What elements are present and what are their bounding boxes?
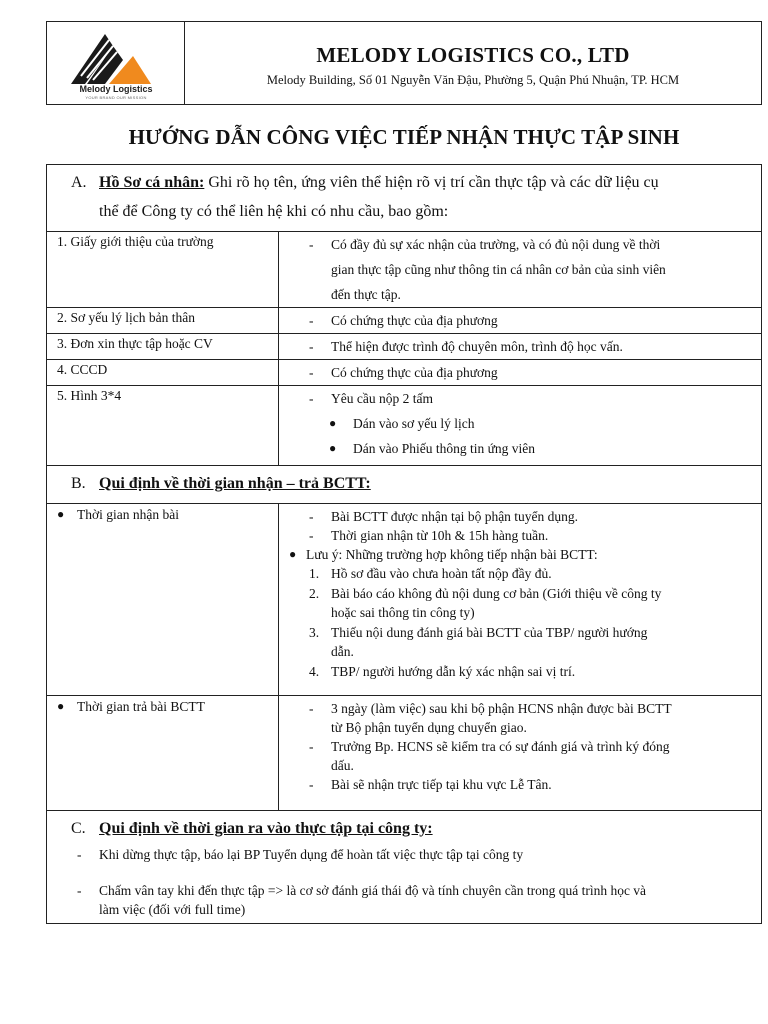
section-c-letter: C. (71, 820, 86, 837)
section-c-heading (47, 811, 761, 845)
requirement-item: 2. Sơ yếu lý lịch bản thân (47, 308, 279, 333)
section-b-heading (47, 466, 761, 504)
letterhead (46, 21, 762, 105)
section-c-title: Qui định về thời gian ra vào thực tập tại công ty: (99, 820, 433, 837)
section-c-body: - Khi dừng thực tập, báo lại BP Tuyển dụng để hoàn tất việc thực tập tại công ty - Chấm vân tay khi đến thực tập => là cơ sở đánh giá thái độ và tính chuyên cần trong quá trình học và làm việc (đối với full time) (47, 845, 761, 923)
guideline-table (46, 164, 762, 924)
requirement-detail: - 3 ngày (làm việc) sau khi bộ phận HCNS nhận được bài BCTT từ Bộ phận tuyển dụng chuyển giao. - Trưởng Bp. HCNS sẽ kiểm tra có sự đánh giá và trình ký đóng dấu. - Bài sẽ nhận trực tiếp tại khu vực Lễ Tân. (309, 701, 672, 792)
document-title: HƯỚNG DẪN CÔNG VIỆC TIẾP NHẬN THỰC TẬP SINH (128, 125, 680, 149)
table-row (47, 386, 761, 466)
requirement-item: 4. CCCD (47, 360, 279, 385)
requirement-detail: - Có chứng thực của địa phương (309, 313, 498, 328)
section-a-intro-line1: Hồ Sơ cá nhân: Ghi rõ họ tên, ứng viên thể hiện rõ vị trí cần thực tập và các dữ liệu cụ (99, 174, 659, 191)
bullet-icon: ● (289, 547, 297, 561)
table-row (47, 696, 761, 811)
list-item: - Chấm vân tay khi đến thực tập => là cơ sở đánh giá thái độ và tính chuyên cần trong quá trình học và (77, 883, 647, 898)
section-a-letter: A. (71, 174, 87, 191)
requirement-detail: - Thể hiện được trình độ chuyên môn, trình độ học vấn. (309, 339, 623, 354)
requirement-detail: - Có chứng thực của địa phương (309, 365, 498, 380)
bullet-icon: ● (57, 507, 65, 521)
requirement-item: 5. Hình 3*4 (47, 386, 279, 465)
table-row (47, 232, 761, 308)
logo-name: Melody Logistics (79, 84, 153, 94)
table-row (47, 308, 761, 334)
requirement-detail: - Bài BCTT được nhận tại bộ phận tuyển dụng. - Thời gian nhận từ 10h & 15h hàng tuần. ● Lưu ý: Những trường hợp không tiếp nhận bài BCTT: 1. Hồ sơ đầu vào chưa hoàn tất nộp đầy đủ. 2. Bài báo cáo không đủ nội dung cơ bản (Giới thiệu về công ty hoặc sai thông tin công ty) 3. Thiếu nội dung đánh giá bài BCTT của TBP/ người hướng dẫn. 4. TBP/ người hướng dẫn ký xác nhận sai vị trí. (289, 509, 662, 679)
bullet-icon: ● (329, 441, 337, 455)
table-row (47, 504, 761, 696)
section-a-intro-line2: thể để Công ty có thể liên hệ khi có nhu cầu, bao gồm: (99, 203, 449, 220)
bullet-icon: ● (57, 699, 65, 713)
requirement-detail: - Có đầy đủ sự xác nhận của trường, và có đủ nội dung về thời gian thực tập cũng như thông tin cá nhân cơ bản của sinh viên đến thực tập. (309, 237, 666, 302)
requirement-item: ● Thời gian nhận bài (47, 504, 279, 695)
logo (47, 22, 185, 104)
table-row (47, 334, 761, 360)
list-item: - Khi dừng thực tập, báo lại BP Tuyển dụng để hoàn tất việc thực tập tại công ty (77, 847, 524, 862)
company-info (185, 22, 761, 104)
bullet-icon: ● (329, 416, 337, 430)
table-row (47, 360, 761, 386)
requirement-item: ● Thời gian trả bài BCTT (47, 696, 279, 810)
melody-logo-icon (67, 32, 167, 88)
company-address: Melody Building, Số 01 Nguyễn Văn Đậu, Phường 5, Quận Phú Nhuận, TP. HCM (266, 72, 680, 87)
requirement-detail: - Yêu cầu nộp 2 tấm ● Dán vào sơ yếu lý lịch ● Dán vào Phiếu thông tin ứng viên (279, 386, 761, 465)
logo-tagline: YOUR BRAND OUR MISSION (85, 95, 147, 100)
company-name: MELODY LOGISTICS CO., LTD (316, 42, 630, 67)
section-a-heading (47, 165, 761, 232)
requirement-item: 3. Đơn xin thực tập hoặc CV (47, 334, 279, 359)
requirement-item: 1. Giấy giới thiệu của trường (47, 232, 279, 307)
section-b-title: Qui định về thời gian nhận – trả BCTT: (99, 475, 371, 492)
section-b-letter: B. (71, 475, 86, 492)
section-a-title: Hồ Sơ cá nhân: (99, 174, 205, 191)
